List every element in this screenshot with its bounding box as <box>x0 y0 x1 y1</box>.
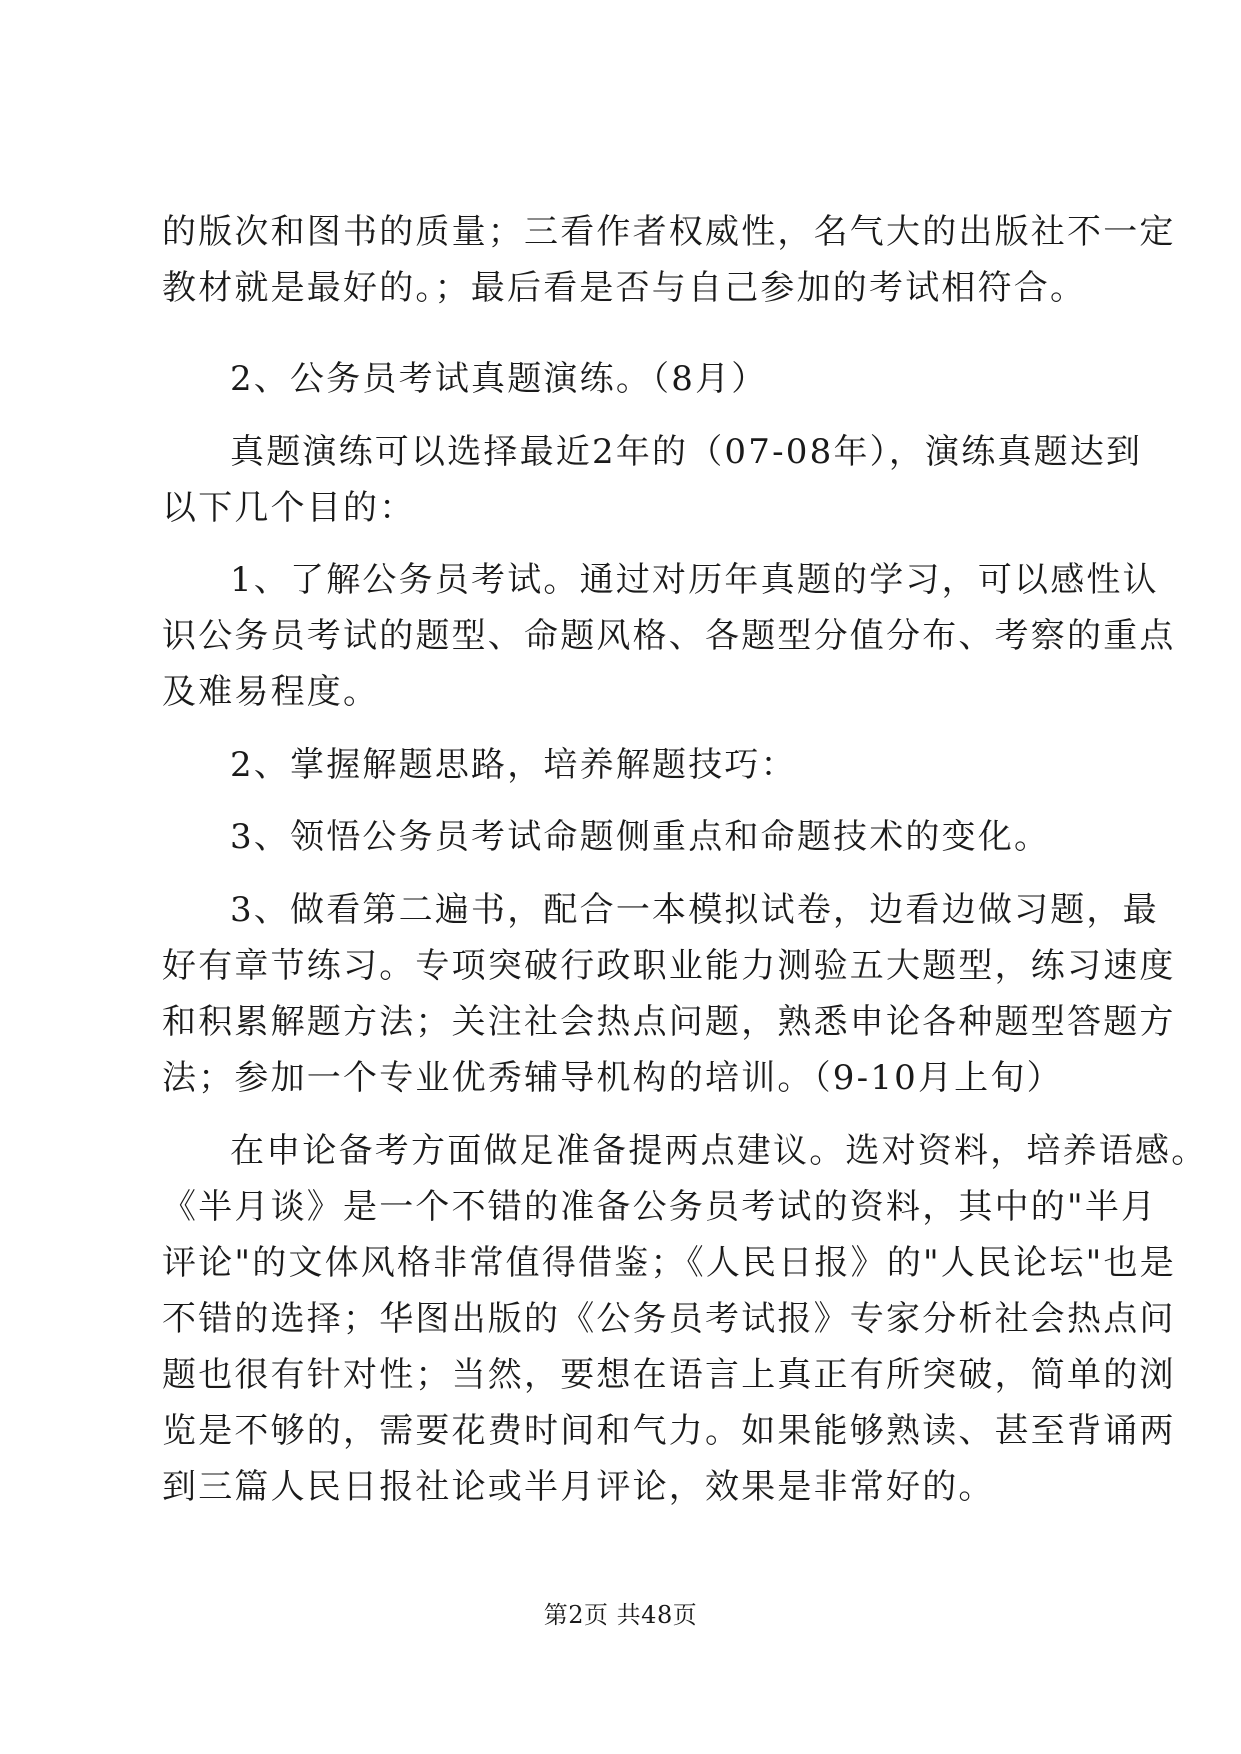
text-line: 《半月谈》是一个不错的准备公务员考试的资料，其中的"半月 <box>162 1187 1158 1227</box>
text-line: 好有章节练习。专项突破行政职业能力测验五大题型，练习速度 <box>162 946 1176 986</box>
text-line: 的版次和图书的质量；三看作者权威性，名气大的出版社不一定 <box>162 212 1176 252</box>
section-heading: 3、做看第二遍书，配合一本模拟试卷，边看边做习题，最 <box>230 890 1159 930</box>
text-line: 到三篇人民日报社论或半月评论，效果是非常好的。 <box>162 1467 995 1507</box>
list-item: 2、掌握解题思路，培养解题技巧： <box>230 745 797 785</box>
text-line: 识公务员考试的题型、命题风格、各题型分值分布、考察的重点 <box>162 616 1176 656</box>
text-line: 真题演练可以选择最近2年的（07-08年），演练真题达到 <box>230 432 1143 472</box>
text-line: 以下几个目的： <box>162 488 416 528</box>
text-line: 在申论备考方面做足准备提两点建议。选对资料，培养语感。 <box>230 1131 1208 1171</box>
text-line: 览是不够的，需要花费时间和气力。如果能够熟读、甚至背诵两 <box>162 1411 1176 1451</box>
text-line: 及难易程度。 <box>162 672 380 712</box>
text-line: 不错的选择；华图出版的《公务员考试报》专家分析社会热点问 <box>162 1299 1176 1339</box>
text-line: 法；参加一个专业优秀辅导机构的培训。（9-10月上旬） <box>162 1058 1063 1098</box>
list-item: 3、领悟公务员考试命题侧重点和命题技术的变化。 <box>230 817 1051 857</box>
text-line: 题也很有针对性；当然，要想在语言上真正有所突破，简单的浏 <box>162 1355 1176 1395</box>
section-heading: 2、公务员考试真题演练。（8月） <box>230 359 768 399</box>
text-line: 评论"的文体风格非常值得借鉴；《人民日报》的"人民论坛"也是 <box>162 1243 1176 1283</box>
text-line: 和积累解题方法；关注社会热点问题，熟悉申论各种题型答题方 <box>162 1002 1176 1042</box>
page-number-footer: 第2页 共48页 <box>543 1601 698 1629</box>
list-item: 1、了解公务员考试。通过对历年真题的学习，可以感性认 <box>230 560 1159 600</box>
text-line: 教材就是最好的。；最后看是否与自己参加的考试相符合。 <box>162 268 1087 308</box>
